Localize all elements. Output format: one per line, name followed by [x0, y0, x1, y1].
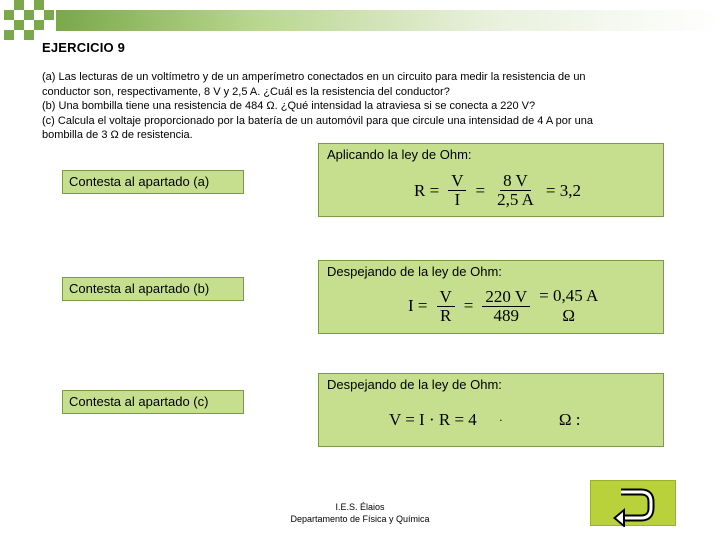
equals-sign: =: [463, 296, 474, 315]
denominator: 2,5 A: [497, 190, 534, 209]
header-gradient-bar: [56, 10, 720, 31]
formula-result: = 0,45 A: [539, 286, 599, 305]
decor-square: [34, 20, 44, 30]
exercise-title: EJERCICIO 9: [42, 40, 126, 55]
decor-square: [14, 20, 24, 30]
denominator: 489: [493, 305, 519, 325]
decor-square: [44, 10, 54, 20]
footer-school: I.E.S. Élaios: [335, 502, 385, 512]
problem-line: (b) Una bombilla tiene una resistencia de 484 Ω. ¿Qué intensidad la atraviesa si se conecta a 220 V?: [42, 100, 536, 113]
problem-line: conductor son, respectivamente, 8 V y 2,5 A. ¿Cuál es la resistencia del conductor?: [42, 85, 450, 98]
answer-a-formula: [411, 172, 584, 209]
problem-line: (a) Las lecturas de un voltímetro y de un amperímetro conectados en un circuito para medir la resistencia de un: [42, 71, 586, 83]
denominator: R: [439, 305, 452, 325]
numerator: V: [448, 172, 466, 191]
decor-square: [24, 30, 34, 40]
denominator: I: [454, 190, 461, 209]
back-button[interactable]: [590, 480, 676, 526]
decor-square: [4, 10, 14, 20]
ohm-unit: Ω: [562, 306, 576, 325]
numerator: 8 V: [500, 172, 531, 191]
ohm-unit: Ω :: [558, 410, 581, 429]
answer-a-button[interactable]: Contesta al apartado (a): [62, 170, 244, 194]
formula-expression: V = I · R = 4: [389, 410, 477, 429]
equals-sign: =: [475, 180, 486, 200]
formula-result: = 3,2: [545, 180, 581, 200]
formula-lhs: I =: [408, 296, 428, 315]
multiplication-dot: ·: [498, 412, 503, 427]
answer-a-panel: [318, 143, 664, 217]
formula-lhs: R =: [414, 180, 440, 200]
answer-c-formula: [389, 410, 580, 430]
answer-c-panel: [318, 373, 664, 447]
problem-line: bombilla de 3 Ω de resistencia.: [42, 129, 193, 142]
problem-line: (c) Calcula el voltaje proporcionado por la batería de un automóvil para que circule una intensidad de 4 A por una: [42, 114, 593, 127]
result-group: [536, 286, 601, 326]
footer-department: Departamento de Física y Química: [290, 514, 430, 524]
numerator: V: [437, 288, 455, 307]
decor-square: [34, 0, 44, 10]
answer-c-label: Despejando de la ley de Ohm:: [327, 377, 502, 392]
problem-statement: [42, 70, 662, 143]
numerator: 220 V: [482, 288, 530, 307]
fraction: [482, 288, 530, 325]
answer-b-formula: [405, 286, 601, 326]
fraction: [437, 288, 455, 325]
fraction: [494, 172, 537, 209]
decor-square: [4, 30, 14, 40]
answer-b-button[interactable]: Contesta al apartado (b): [62, 277, 244, 301]
fraction: [448, 172, 466, 209]
decor-square: [14, 0, 24, 10]
decor-square: [24, 10, 34, 20]
answer-b-panel: [318, 260, 664, 334]
return-arrow-icon: [591, 481, 677, 527]
answer-b-label: Despejando de la ley de Ohm:: [327, 264, 502, 279]
answer-a-label: Aplicando la ley de Ohm:: [327, 147, 472, 162]
answer-c-button[interactable]: Contesta al apartado (c): [62, 390, 244, 414]
